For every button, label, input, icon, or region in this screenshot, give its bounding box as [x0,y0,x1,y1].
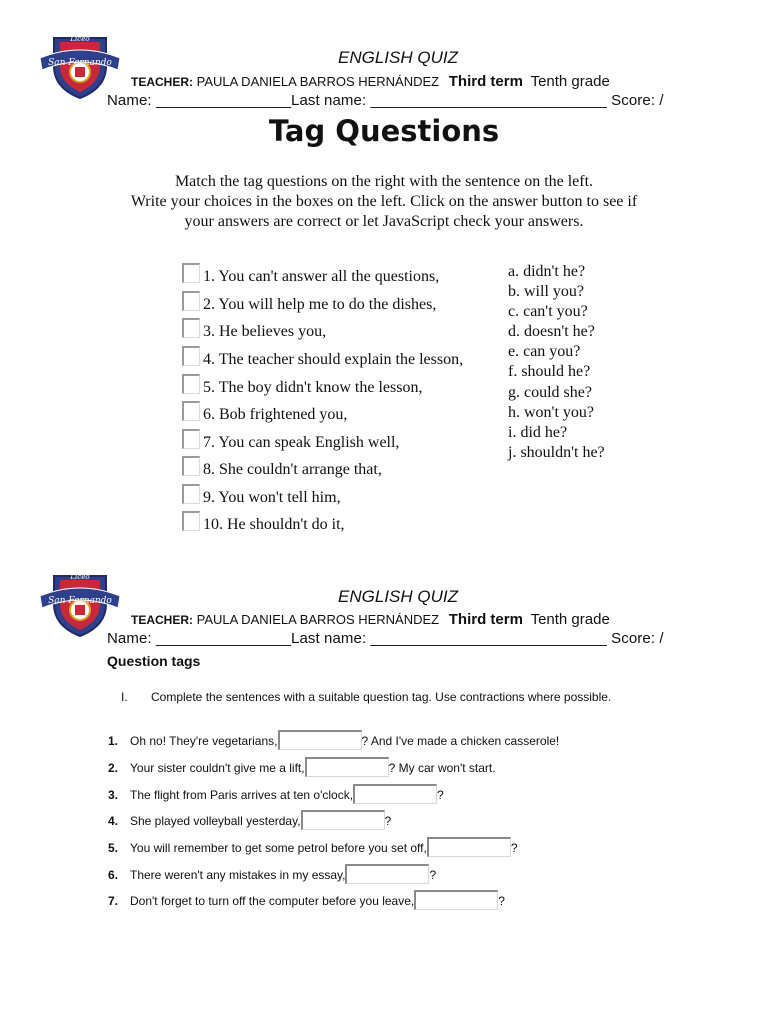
grade: Tenth grade [530,73,610,90]
instruction-line: your answers are correct or let JavaScript check your answers. [184,213,584,230]
answer-box[interactable] [182,263,200,283]
logo-top-text: Liceo [70,573,90,581]
answer-box[interactable] [182,511,200,531]
item-text-after: ? [498,894,505,908]
question-text: 8. She couldn't arrange that, [203,461,382,478]
item-text-before: There weren't any mistakes in my essay, [130,868,346,882]
tag-option: c. can't you? [508,303,588,321]
term: Third term [448,611,523,628]
tag-option: h. won't you? [508,403,594,421]
item-text-after: ? And I've made a chicken casserole! [361,734,560,748]
logo-ribbon-text: San Fernando [48,58,112,68]
tag-option: i. did he? [508,423,568,441]
teacher-name: PAULA DANIELA BARROS HERNÁNDEZ [196,612,440,627]
tag-list [508,262,605,463]
item-text-after: ? My car won't start. [388,761,496,775]
teacher-label: TEACHER: [131,613,193,627]
tag-option: f. should he? [508,363,591,381]
tag-option: j. shouldn't he? [508,443,605,461]
answer-box[interactable] [182,374,200,394]
question-text: 6. Bob frightened you, [203,406,348,423]
answer-box[interactable] [182,318,200,338]
answer-box[interactable] [182,401,200,421]
grade: Tenth grade [530,611,610,628]
item-number: 4. [108,814,119,828]
tag-answer-field[interactable] [305,757,389,777]
quiz-title: ENGLISH QUIZ [338,587,458,606]
question-text: 9. You won't tell him, [203,489,341,506]
item-text-before: Don't forget to turn off the computer before you leave, [130,894,415,908]
item-number: 5. [108,841,119,855]
item-number: 3. [108,788,119,802]
exercise-instruction-text: Complete the sentences with a suitable question tag. Use contractions where possible. [151,690,612,704]
page-title: Tag Questions [268,114,500,148]
teacher-line [131,73,610,90]
question-text: 1. You can't answer all the questions, [203,268,440,285]
instruction-line: Match the tag questions on the right with the sentence on the left. [174,173,594,190]
question-text: 2. You will help me to do the dishes, [203,296,437,313]
tag-answer-field[interactable] [353,784,437,804]
answer-box[interactable] [182,291,200,311]
tag-option: a. didn't he? [508,263,586,280]
item-text-before: Oh no! They're vegetarians, [130,734,278,748]
item-number: 6. [108,868,119,882]
teacher-label: TEACHER: [131,75,193,89]
quiz-title: ENGLISH QUIZ [338,48,458,67]
term: Third term [448,73,523,90]
tag-option: b. will you? [508,283,584,301]
question-text: 4. The teacher should explain the lesson, [203,351,464,368]
item-number: 2. [108,761,119,775]
exercise-number: I. [121,690,128,704]
name-line: Name: ________________Last name: ____________________________ Score: / [107,630,664,647]
item-text-before: She played volleyball yesterday, [130,814,301,828]
question-text: 3. He believes you, [203,323,327,340]
item-text-after: ? [384,814,392,828]
name-line: Name: ________________Last name: ____________________________ Score: / [107,92,664,109]
teacher-line [131,611,610,628]
item-text-before: Your sister couldn't give me a lift, [130,761,305,775]
question-text: 5. The boy didn't know the lesson, [203,379,423,396]
question-text: 7. You can speak English well, [203,434,400,451]
logo-top-text: Liceo [70,35,90,43]
question-text: 10. He shouldn't do it, [203,516,345,533]
tag-answer-field[interactable] [301,810,385,830]
tag-option: e. can you? [508,343,581,361]
tag-answer-field[interactable] [414,890,498,910]
section-title: Question tags [107,653,201,669]
tag-answer-field[interactable] [427,837,511,857]
tag-answer-field[interactable] [278,730,362,750]
instruction-line: Write your choices in the boxes on the left. Click on the answer button to see if [130,193,638,210]
logo-ribbon-text: San Fernando [48,596,112,606]
item-text-after: ? [429,868,437,882]
answer-box[interactable] [182,456,200,476]
tag-option: g. could she? [508,383,592,401]
item-text-after: ? [437,788,444,802]
item-text-after: ? [510,841,518,855]
exercise-instruction [121,690,611,704]
item-text-before: The flight from Paris arrives at ten o'clock, [130,788,354,802]
instructions [84,172,684,232]
item-number: 7. [108,894,119,908]
teacher-name: PAULA DANIELA BARROS HERNÁNDEZ [196,74,440,89]
tag-answer-field[interactable] [345,864,429,884]
answer-box[interactable] [182,484,200,504]
item-number: 1. [108,734,119,748]
item-text-before: You will remember to get some petrol before you set off, [130,841,427,855]
tag-option: d. doesn't he? [508,323,595,341]
answer-box[interactable] [182,346,200,366]
answer-box[interactable] [182,429,200,449]
